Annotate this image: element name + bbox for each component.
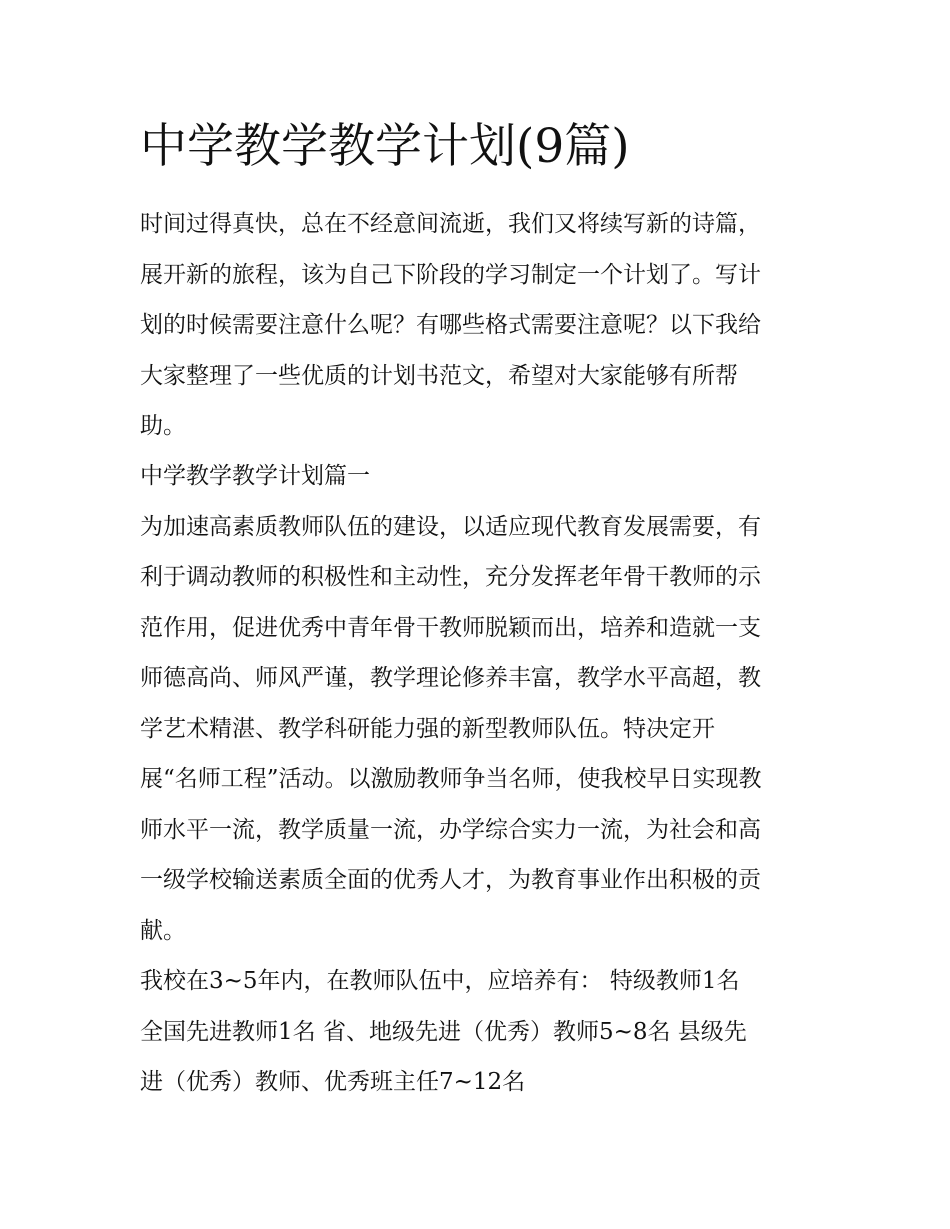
paragraph-line: 学艺术精湛、教学科研能力强的新型教师队伍。特决定开	[140, 716, 715, 742]
paragraph-line: 时间过得真快，总在不经意间流逝，我们又将续写新的诗篇，	[140, 211, 761, 237]
paragraph-line: 我校在3~5年内，在教师队伍中，应培养有： 特级教师1名	[140, 968, 740, 994]
page-title: 中学教学教学计划(9篇)	[140, 119, 630, 174]
paragraph-line: 一级学校输送素质全面的优秀人才，为教育事业作出积极的贡	[140, 867, 761, 893]
paragraph-line: 利于调动教师的积极性和主动性，充分发挥老年骨干教师的示	[140, 564, 761, 590]
paragraph-line: 献。	[140, 918, 186, 944]
paragraph-line: 划的时候需要注意什么呢？有哪些格式需要注意呢？以下我给	[140, 312, 761, 338]
section-heading: 中学教学教学计划篇一	[140, 463, 370, 489]
paragraph-line: 助。	[140, 413, 186, 439]
paragraph-line: 范作用，促进优秀中青年骨干教师脱颖而出，培养和造就一支	[140, 615, 761, 641]
paragraph-line: 大家整理了一些优质的计划书范文，希望对大家能够有所帮	[140, 363, 738, 389]
paragraph-line: 展“名师工程”活动。以激励教师争当名师，使我校早日实现教	[140, 766, 762, 792]
paragraph-line: 师水平一流，教学质量一流，办学综合实力一流，为社会和高	[140, 817, 761, 843]
paragraph-line: 为加速高素质教师队伍的建设，以适应现代教育发展需要，有	[140, 514, 761, 540]
paragraph-line: 师德高尚、师风严谨，教学理论修养丰富，教学水平高超，教	[140, 665, 761, 691]
paragraph-line: 展开新的旅程，该为自己下阶段的学习制定一个计划了。写计	[140, 262, 761, 288]
paragraph-line: 全国先进教师1名 省、地级先进（优秀）教师5~8名 县级先	[140, 1019, 747, 1045]
paragraph-line: 进（优秀）教师、优秀班主任7~12名	[140, 1069, 526, 1095]
